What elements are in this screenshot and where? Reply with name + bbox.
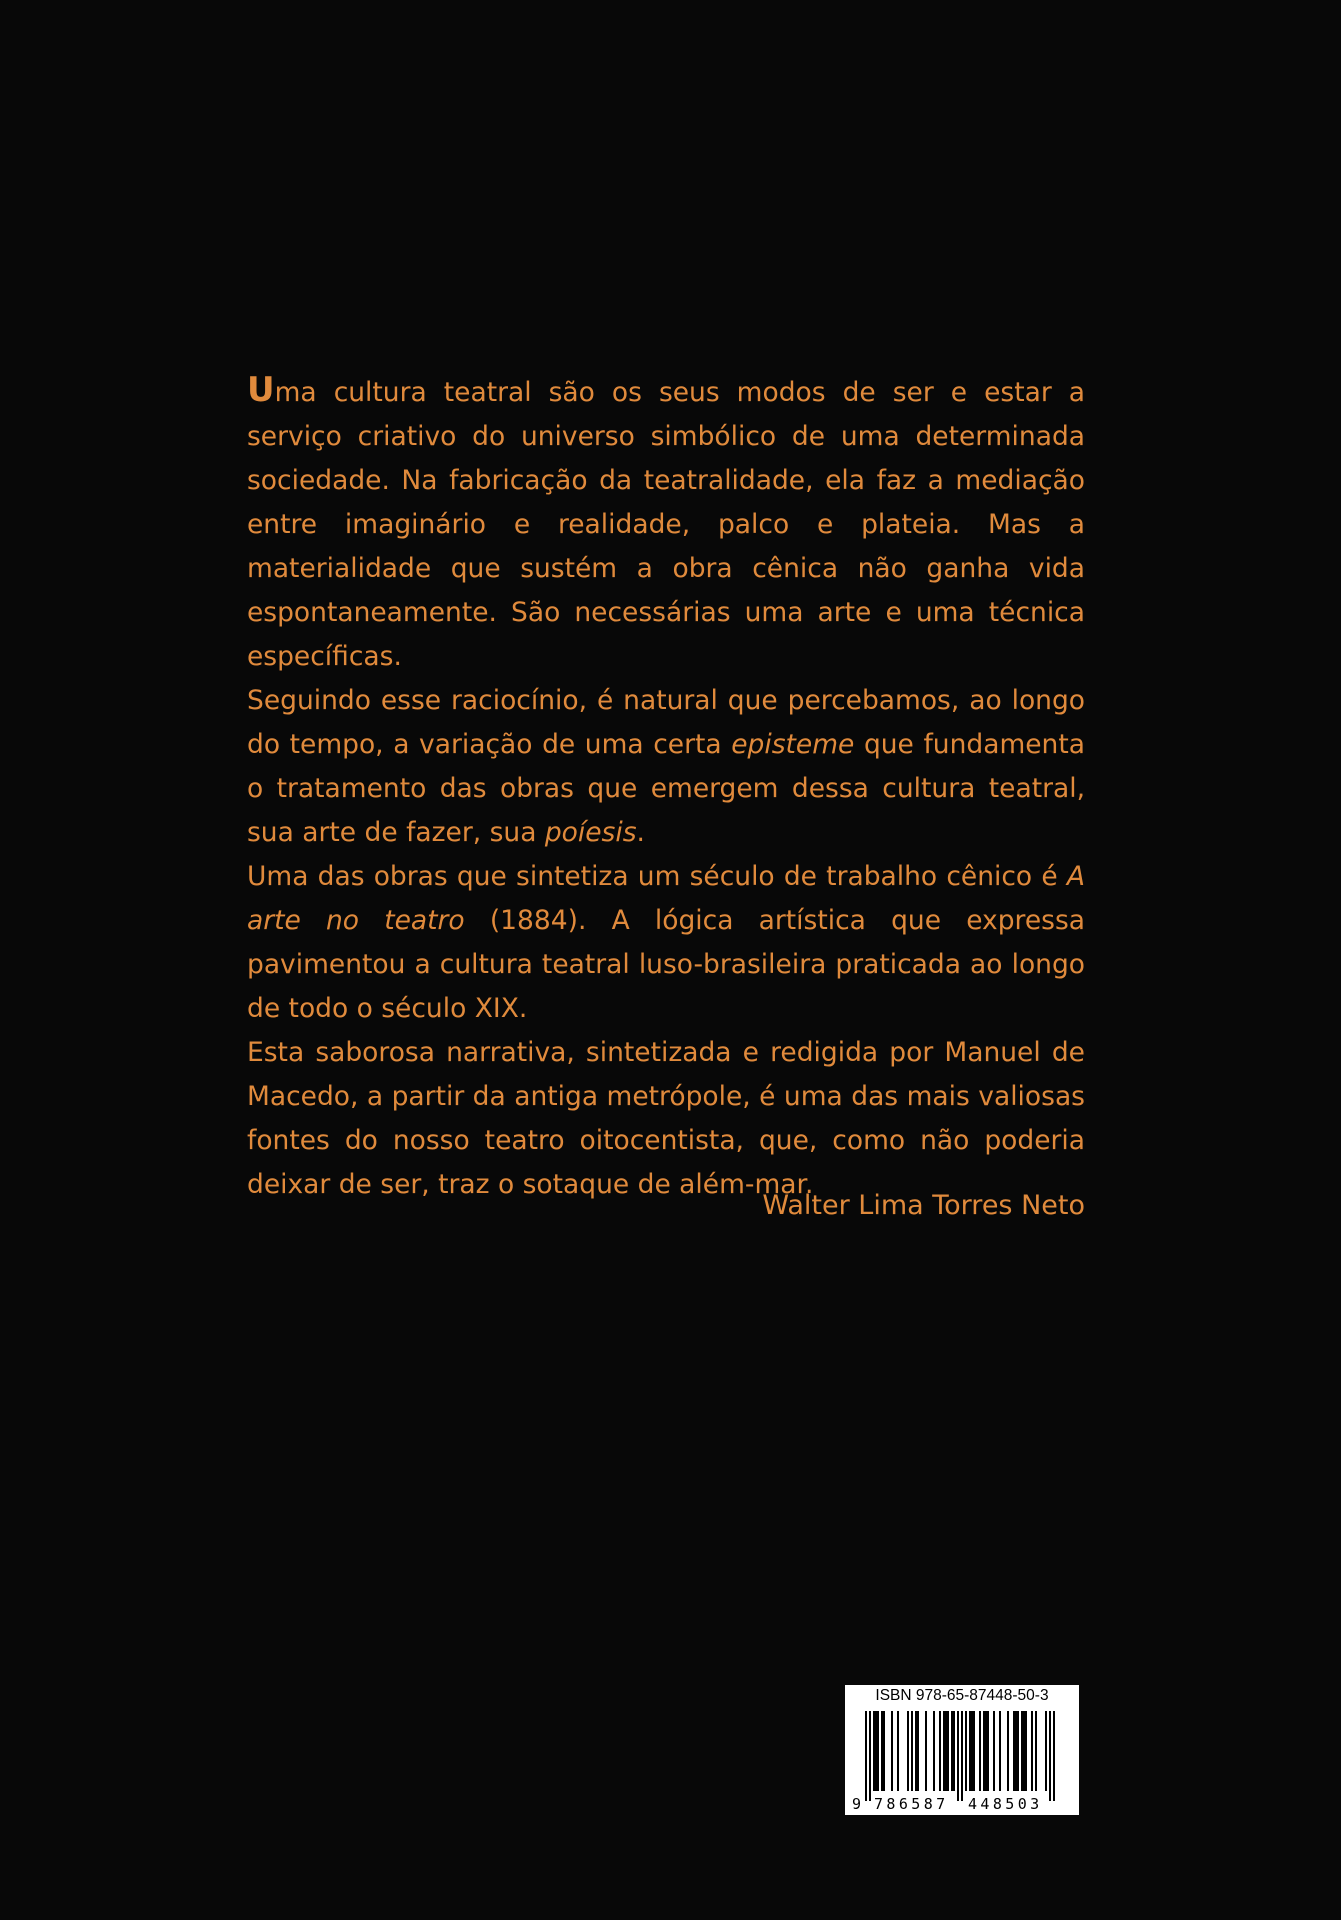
paragraph-2 — [247, 679, 1085, 855]
barcode-bar — [891, 1711, 893, 1791]
barcode-bar — [983, 1711, 985, 1791]
blurb-text — [247, 368, 1085, 1207]
paragraph-text: Uma das obras que sintetiza um século de trabalho cênico é — [247, 861, 1067, 892]
barcode-bar — [925, 1711, 927, 1791]
author-signature: Walter Lima Torres Neto — [762, 1190, 1085, 1221]
barcode-bar — [1013, 1711, 1015, 1791]
barcode-bar — [971, 1711, 973, 1791]
paragraph-4 — [247, 1031, 1085, 1207]
barcode-bar — [947, 1711, 949, 1791]
paragraph-text: . — [636, 817, 645, 848]
isbn-barcode — [845, 1685, 1079, 1815]
barcode-bar — [1031, 1711, 1033, 1791]
barcode-bar — [985, 1711, 987, 1791]
barcode-bar — [933, 1711, 935, 1791]
barcode-bar — [951, 1711, 953, 1791]
barcode-bar — [875, 1711, 877, 1791]
barcode-bar — [1035, 1711, 1037, 1791]
barcode-bar — [945, 1711, 947, 1791]
barcode-bar — [957, 1711, 959, 1801]
barcode-bar — [943, 1711, 945, 1791]
barcode-bar — [877, 1711, 879, 1791]
barcode-bar — [1023, 1711, 1025, 1791]
barcode-bar — [965, 1711, 967, 1791]
barcode-bar — [915, 1711, 917, 1791]
barcode-bar — [979, 1711, 981, 1791]
paragraph-text: ma cultura teatral são os seus modos de ser e estar a serviço criativo do universo simbólico de uma determinada sociedade. Na fabricação da teatralidade, ela faz a mediação entre imaginário e realidade, palco e plateia. Mas a materialidade que sustém a obra cênica não ganha vida espontaneamente. São necessárias uma arte e uma técnica específicas. — [247, 377, 1085, 672]
italic-term: episteme — [731, 729, 855, 760]
barcode-bar — [869, 1711, 871, 1801]
barcode-digit-first: 9 — [852, 1795, 865, 1813]
barcode-bar — [939, 1711, 941, 1791]
barcode-bar — [911, 1711, 913, 1791]
barcode-bar — [973, 1711, 975, 1791]
barcode-bars — [849, 1709, 1075, 1813]
barcode-bar — [917, 1711, 919, 1791]
barcode-bar — [865, 1711, 867, 1801]
barcode-bar — [1007, 1711, 1009, 1791]
barcode-bar — [961, 1711, 963, 1801]
barcode-bar — [1045, 1711, 1047, 1791]
barcode-bar — [999, 1711, 1001, 1791]
barcode-bar — [1049, 1711, 1051, 1801]
barcode-digits-right: 448503 — [968, 1795, 1043, 1813]
barcode-bar — [907, 1711, 909, 1791]
barcode-bar — [897, 1711, 899, 1791]
paragraph-text: que fundamenta o tratamento das obras que emergem dessa cultura teatral, sua arte de fazer, sua — [247, 729, 1085, 848]
barcode-bar — [1017, 1711, 1019, 1791]
paragraph-text: Esta saborosa narrativa, sintetizada e redigida por Manuel de Macedo, a partir da antiga metrópole, é uma das mais valiosas fontes do nosso teatro oitocentista, que, como não poderia deixar de ser, traz o sotaque de além-mar. — [247, 1037, 1085, 1200]
italic-term: poíesis — [544, 817, 637, 848]
drop-cap: U — [247, 370, 275, 410]
barcode-bar — [993, 1711, 995, 1791]
barcode-bar — [969, 1711, 971, 1791]
barcode-bar — [1015, 1711, 1017, 1791]
barcode-bar — [883, 1711, 885, 1791]
paragraph-3 — [247, 855, 1085, 1031]
barcode-bar — [1021, 1711, 1023, 1791]
barcode-digits-left: 786587 — [874, 1795, 949, 1813]
barcode-bar — [987, 1711, 989, 1791]
paragraph-text: (1884). A lógica artística que expressa pavimentou a cultura teatral luso-brasileira praticada ao longo de todo o século XIX. — [247, 905, 1086, 1024]
barcode-bar — [881, 1711, 883, 1791]
isbn-label: ISBN 978-65-87448-50-3 — [875, 1687, 1049, 1704]
barcode-bar — [1053, 1711, 1055, 1801]
barcode-bar — [1025, 1711, 1027, 1791]
paragraph-1 — [247, 368, 1085, 679]
barcode-bar — [953, 1711, 955, 1791]
barcode-bar — [873, 1711, 875, 1791]
italic-term: A arte no teatro — [247, 861, 1085, 936]
paragraph-text: Seguindo esse raciocínio, é natural que percebamos, ao longo do tempo, a variação de uma certa — [247, 685, 1085, 760]
